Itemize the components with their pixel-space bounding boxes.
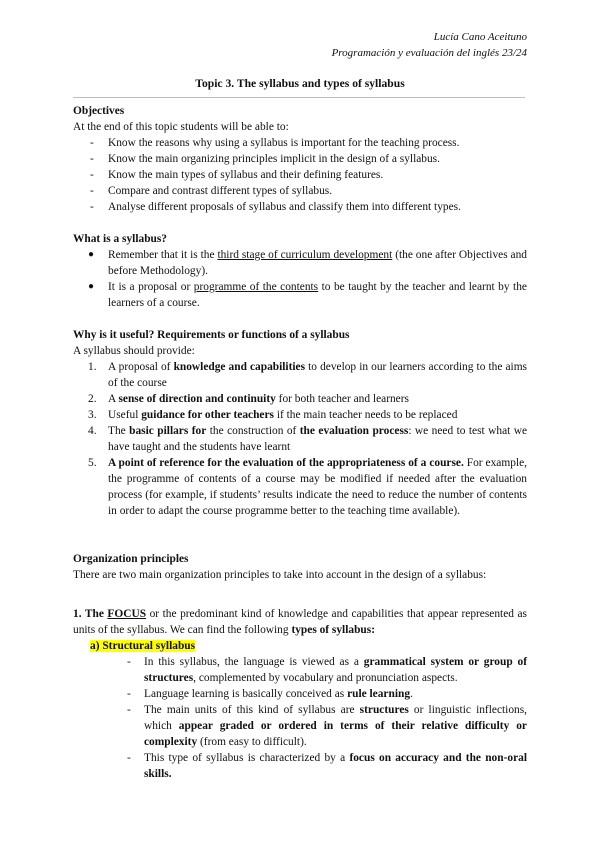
- list-item: - Know the reasons why using a syllabus is important for the teaching process.: [90, 137, 460, 149]
- org-section: [73, 551, 527, 782]
- title-divider: [73, 97, 525, 98]
- org-intro: There are two main organization principles to take into account in the design of a syllabus:: [73, 569, 487, 581]
- what-heading: What is a syllabus?: [73, 233, 168, 245]
- list-item: - This type of syllabus is characterized by a focus on accuracy and the non-oral skills.: [127, 752, 527, 780]
- header-author: Lucía Cano Aceituno: [433, 31, 527, 43]
- focus-paragraph: 1. The FOCUS or the predominant kind of knowledge and capabilities that appear represented as units of the syllabus. We can find the following types of syllabus:: [73, 608, 527, 636]
- list-item: - Compare and contrast different types of syllabus.: [90, 185, 333, 197]
- why-heading: Why is it useful? Requirements or functions of a syllabus: [73, 329, 350, 341]
- header-course: Programación y evaluación del inglés 23/24: [331, 47, 527, 59]
- list-item: - The main units of this kind of syllabus are structures or linguistic inflections, which appear graded or ordered in terms of their relative difficulty or complexity (from easy to difficult).: [127, 704, 527, 748]
- list-item: ● Remember that it is the third stage of curriculum development (the one after Objectives and before Methodology).: [88, 249, 527, 277]
- list-item: ● It is a proposal or programme of the contents to be taught by the teacher and learnt by the learners of a course.: [88, 281, 527, 309]
- org-heading: Organization principles: [73, 553, 189, 565]
- list-item: - Know the main organizing principles implicit in the design of a syllabus.: [90, 153, 440, 165]
- why-intro: A syllabus should provide:: [73, 345, 195, 357]
- list-item: 4. The basic pillars for the construction of the evaluation process: we need to test what we have taught and the students have learnt: [88, 425, 528, 453]
- what-section: [73, 231, 527, 311]
- objectives-heading: Objectives: [73, 105, 125, 117]
- list-item: 5. A point of reference for the evaluation of the appropriateness of a course. For example, the programme of contents of a course may be modified if needed after the evaluation process (for example, if students’ results indicate the need to reduce the number of contents in order to adapt the course programme better to the teaching time available).: [88, 457, 527, 517]
- structural-syllabus-label: a) Structural syllabus: [90, 640, 196, 652]
- objectives-intro: At the end of this topic students will be able to:: [73, 121, 289, 133]
- why-section: [73, 327, 527, 519]
- objectives-section: [73, 103, 527, 215]
- list-item: 1. A proposal of knowledge and capabilities to develop in our learners according to the aims of the course: [88, 361, 527, 389]
- list-item: - Know the main types of syllabus and their defining features.: [90, 169, 384, 181]
- list-item: - In this syllabus, the language is viewed as a grammatical system or group of structures, complemented by vocabulary and pronunciation aspects.: [127, 656, 527, 684]
- page-title: Topic 3. The syllabus and types of syllabus: [195, 77, 405, 90]
- list-item: 3. Useful guidance for other teachers if the main teacher needs to be replaced: [88, 409, 458, 421]
- list-item: - Language learning is basically conceived as rule learning.: [127, 688, 413, 700]
- list-item: - Analyse different proposals of syllabus and classify them into different types.: [90, 201, 461, 213]
- list-item: 2. A sense of direction and continuity for both teacher and learners: [88, 393, 409, 405]
